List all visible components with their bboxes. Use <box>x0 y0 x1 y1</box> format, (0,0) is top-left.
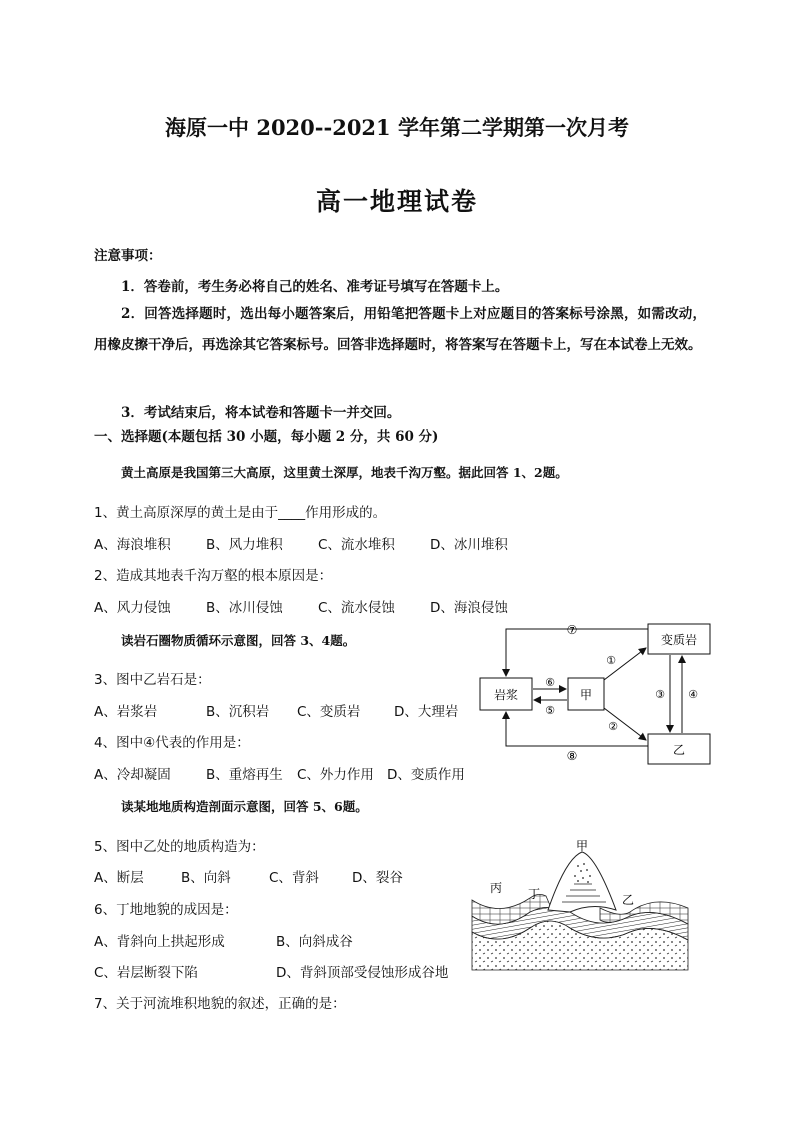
label-1: ① <box>606 654 616 667</box>
box-magma-label: 岩浆 <box>493 688 519 702</box>
notice-item-2 <box>94 299 706 361</box>
rock-cycle-diagram <box>476 616 716 774</box>
q4-option-b: B、重熔再生 <box>206 767 283 783</box>
q1-stem: 1、黄土高原深厚的黄土是由于____作用形成的。 <box>94 505 387 521</box>
exam-subtitle: 高一地理试卷 <box>315 187 478 216</box>
q4-option-c: C、外力作用 <box>297 767 374 783</box>
notice-item-1: 1．答卷前，考生务必将自己的姓名、准考证号填写在答题卡上。 <box>121 279 509 295</box>
q7-stem: 7、关于河流堆积地貌的叙述，正确的是： <box>94 996 346 1012</box>
q2-option-d: D、海浪侵蚀 <box>430 600 508 616</box>
mountain <box>548 852 616 912</box>
q2-option-a: A、风力侵蚀 <box>94 600 171 616</box>
q3-option-a: A、岩浆岩 <box>94 704 158 720</box>
q6-option-b: B、向斜成谷 <box>276 934 353 950</box>
q2-option-b: B、冰川侵蚀 <box>206 600 283 616</box>
q6-option-d: D、背斜顶部受侵蚀形成谷地 <box>276 965 449 981</box>
q1-option-c: C、流水堆积 <box>318 537 395 553</box>
notice-heading: 注意事项： <box>94 248 162 264</box>
q6-option-c: C、岩层断裂下陷 <box>94 965 198 981</box>
section-heading: 一、选择题(本题包括 30 小题，每小题 2 分，共 60 分) <box>94 429 439 445</box>
label-jia: 甲 <box>575 839 589 853</box>
notice-item-3: 3．考试结束后，将本试卷和答题卡一并交回。 <box>121 405 401 421</box>
q3-option-c: C、变质岩 <box>297 704 361 720</box>
q2-option-c: C、流水侵蚀 <box>318 600 395 616</box>
arrow-8 <box>506 712 648 746</box>
q4-stem: 4、图中④代表的作用是： <box>94 735 250 751</box>
q4-option-a: A、冷却凝固 <box>94 767 171 783</box>
q5-option-b: B、向斜 <box>181 870 231 886</box>
notice-item-2-text: 2．回答选择题时，选出每小题答案后，用铅笔把答题卡上对应题目的答案标号涂黑，如需改动，用橡皮擦干净后，再选涂其它答案标号。回答非选择题时，将答案写在答题卡上，写在本试卷上无效。 <box>94 306 706 353</box>
geologic-section-diagram <box>470 836 690 972</box>
q5-option-c: C、背斜 <box>269 870 319 886</box>
q5-option-a: A、断层 <box>94 870 144 886</box>
label-8: ⑧ <box>566 749 578 763</box>
intro-q1-2: 黄土高原是我国第三大高原，这里黄土深厚，地表千沟万壑。据此回答 1、2题。 <box>121 465 568 480</box>
exam-title: 海原一中 2020--2021 学年第二学期第一次月考 <box>165 115 629 140</box>
label-2: ② <box>608 720 618 733</box>
q5-option-d: D、裂谷 <box>352 870 403 886</box>
q3-option-b: B、沉积岩 <box>206 704 270 720</box>
label-ding: 丁 <box>527 887 541 901</box>
q6-option-a: A、背斜向上拱起形成 <box>94 934 225 950</box>
label-bing: 丙 <box>489 881 503 895</box>
label-6: ⑥ <box>545 676 555 689</box>
q2-stem: 2、造成其地表千沟万壑的根本原因是： <box>94 568 333 584</box>
q6-stem: 6、丁地地貌的成因是： <box>94 902 238 918</box>
label-7: ⑦ <box>566 623 578 637</box>
q1-option-d: D、冰川堆积 <box>430 537 508 553</box>
q1-option-a: A、海浪堆积 <box>94 537 171 553</box>
intro-q5-6: 读某地地质构造剖面示意图，回答 5、6题。 <box>121 799 368 814</box>
intro-q3-4: 读岩石圈物质循环示意图，回答 3、4题。 <box>121 633 356 648</box>
label-4: ④ <box>688 688 698 701</box>
label-yi: 乙 <box>621 893 635 907</box>
q1-option-b: B、风力堆积 <box>206 537 283 553</box>
q3-option-d: D、大理岩 <box>394 704 459 720</box>
q5-stem: 5、图中乙处的地质构造为： <box>94 839 265 855</box>
box-jia-label: 甲 <box>579 688 593 702</box>
q4-option-d: D、变质作用 <box>387 767 465 783</box>
box-metamorphic-label: 变质岩 <box>660 633 698 647</box>
label-5: ⑤ <box>545 704 555 717</box>
box-yi-label: 乙 <box>672 743 686 757</box>
q3-stem: 3、图中乙岩石是： <box>94 672 211 688</box>
label-3: ③ <box>655 688 665 701</box>
